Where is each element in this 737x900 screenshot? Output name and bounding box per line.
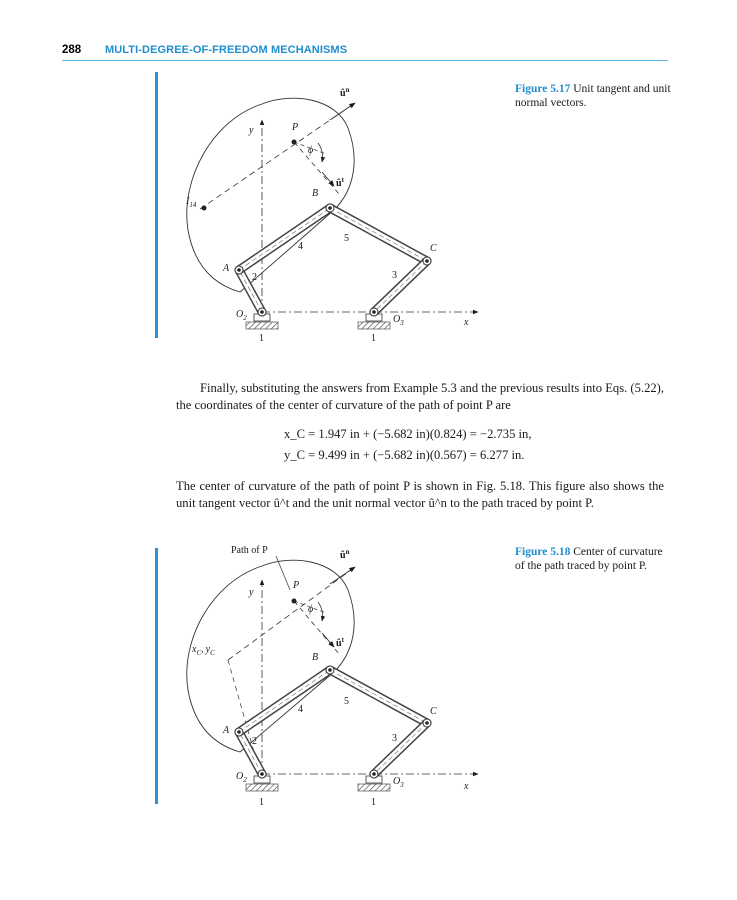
label-y-axis: y bbox=[249, 125, 254, 136]
page-number: 288 bbox=[62, 44, 82, 56]
label-ground-1: 1 bbox=[259, 333, 264, 344]
running-header: MULTI-DEGREE-OF-FREEDOM MECHANISMS bbox=[105, 44, 348, 56]
label-O3: $O_3$ bbox=[393, 776, 404, 789]
unit-tangent-arrow bbox=[322, 633, 334, 647]
label-ground-1: 1 bbox=[259, 797, 264, 808]
label-link-2: 2 bbox=[252, 272, 257, 283]
unit-tangent-arrow bbox=[322, 172, 334, 186]
label-C: C bbox=[430, 706, 437, 717]
label-ground-1: 1 bbox=[371, 797, 376, 808]
label-C: C bbox=[430, 243, 437, 254]
label-point-P: P bbox=[293, 580, 300, 591]
label-link-5: 5 bbox=[344, 696, 349, 707]
caption-text: Unit tangent and unit normal vectors. bbox=[515, 83, 671, 109]
label-B: B bbox=[312, 188, 319, 199]
label-A: A bbox=[223, 263, 230, 274]
unit-normal-arrow bbox=[330, 103, 355, 120]
caption-text: Center of curvature of the path traced by point P. bbox=[515, 546, 663, 572]
label-link-5: 5 bbox=[344, 233, 349, 244]
label-x-axis: x bbox=[464, 317, 469, 328]
equation-yc: y_C = 9.499 in + (−5.682 in)(0.567) = 6.277 in. bbox=[284, 448, 525, 462]
label-link-2: 2 bbox=[252, 736, 257, 747]
label-unit-tangent: $û^t$ bbox=[336, 636, 344, 649]
label-B: B bbox=[312, 652, 319, 663]
label-O3: $O_3$ bbox=[393, 314, 404, 327]
label-path-of-P: Path of P bbox=[231, 545, 268, 556]
label-link-3: 3 bbox=[392, 733, 397, 744]
tangent-line bbox=[294, 601, 340, 655]
figure-5-17 bbox=[185, 86, 478, 344]
label-ground-1: 1 bbox=[371, 333, 376, 344]
label-center-of-curvature: $x_C$, $y_C$ bbox=[192, 644, 215, 657]
label-link-4: 4 bbox=[298, 704, 303, 715]
coupler-outline bbox=[187, 98, 354, 292]
label-I14: $I_{14}$ bbox=[186, 196, 197, 209]
label-y-axis: y bbox=[249, 587, 254, 598]
label-x-axis: x bbox=[464, 781, 469, 792]
label-unit-normal: $û^n$ bbox=[340, 86, 350, 99]
equation-xc: x_C = 1.947 in + (−5.682 in)(0.824) = −2.735 in, bbox=[284, 427, 532, 441]
unit-normal-arrow bbox=[330, 567, 355, 584]
label-link-3: 3 bbox=[392, 270, 397, 281]
body-paragraph: Finally, substituting the answers from Example 5.3 and the previous results into Eqs. (5.22), the coordinates of the center of curvature of the path of point P are bbox=[176, 381, 664, 412]
body-paragraph: The center of curvature of the path of point P is shown in Fig. 5.18. This figure also shows the unit tangent vector û^t and the unit normal vector û^n to the path traced by point P. bbox=[176, 479, 664, 510]
label-O2: $O_2$ bbox=[236, 309, 247, 322]
label-unit-normal: $û^n$ bbox=[340, 548, 350, 561]
figure-5-18 bbox=[187, 545, 478, 808]
label-phi: ϕ bbox=[308, 604, 314, 615]
label-A: A bbox=[223, 725, 230, 736]
label-unit-tangent: $û^t$ bbox=[336, 176, 344, 189]
caption-label: Figure 5.18 bbox=[515, 546, 571, 558]
label-link-4: 4 bbox=[298, 241, 303, 252]
label-O2: $O_2$ bbox=[236, 771, 247, 784]
label-phi: ϕ bbox=[308, 145, 314, 156]
label-point-P: P bbox=[292, 122, 299, 133]
caption-label: Figure 5.17 bbox=[515, 83, 571, 95]
